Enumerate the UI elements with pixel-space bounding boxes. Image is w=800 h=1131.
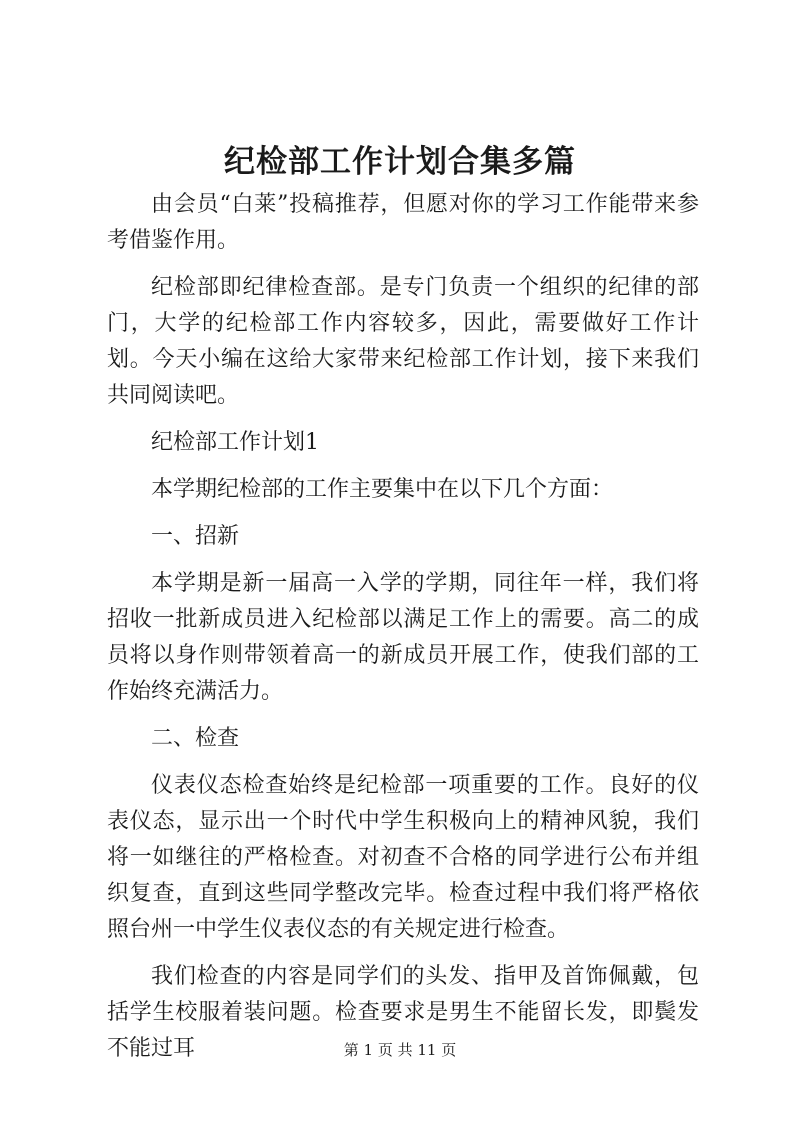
section-heading-inspect: 二、检查: [151, 726, 240, 751]
paragraph-inspect: 仪表仪态检查始终是纪检部一项重要的工作。良好的仪表仪态，显示出一个时代中学生积极向上的精神风貌，我们将一如继往的严格检查。对初查不合格的同学进行公布并组织复查，直到这些同学整改完毕。检查过程中我们将严格依照台州一中学生仪表仪态的有关规定进行检查。: [107, 773, 699, 942]
document-body: [107, 187, 699, 1078]
section-heading-recruit: 一、招新: [151, 524, 240, 549]
document-title: 纪检部工作计划合集多篇: [224, 144, 576, 180]
paragraph-intro: 由会员“白莱”投稿推荐，但愿对你的学习工作能带来参考借鉴作用。: [107, 192, 699, 253]
section-heading-plan-1: 纪检部工作计划1: [151, 430, 319, 455]
page-footer: 第 1 页 共 11 页: [343, 1041, 457, 1059]
paragraph-recruit: 本学期是新一届高一入学的学期，同往年一样，我们将招收一批新成员进入纪检部以满足工作上的需要。高二的成员将以身作则带领着高一的新成员开展工作，使我们部的工作始终充满活力。: [107, 571, 699, 704]
paragraph-definition: 纪检部即纪律检查部。是专门负责一个组织的纪律的部门，大学的纪检部工作内容较多，因此，需要做好工作计划。今天小编在这给大家带来纪检部工作计划，接下来我们共同阅读吧。: [107, 275, 699, 408]
paragraph-overview: 本学期纪检部的工作主要集中在以下几个方面：: [151, 477, 614, 502]
paragraph-inspect-content: 我们检查的内容是同学们的头发、指甲及首饰佩戴，包括学生校服着装问题。检查要求是男生不能留长发，即鬓发不能过耳: [107, 964, 699, 1061]
